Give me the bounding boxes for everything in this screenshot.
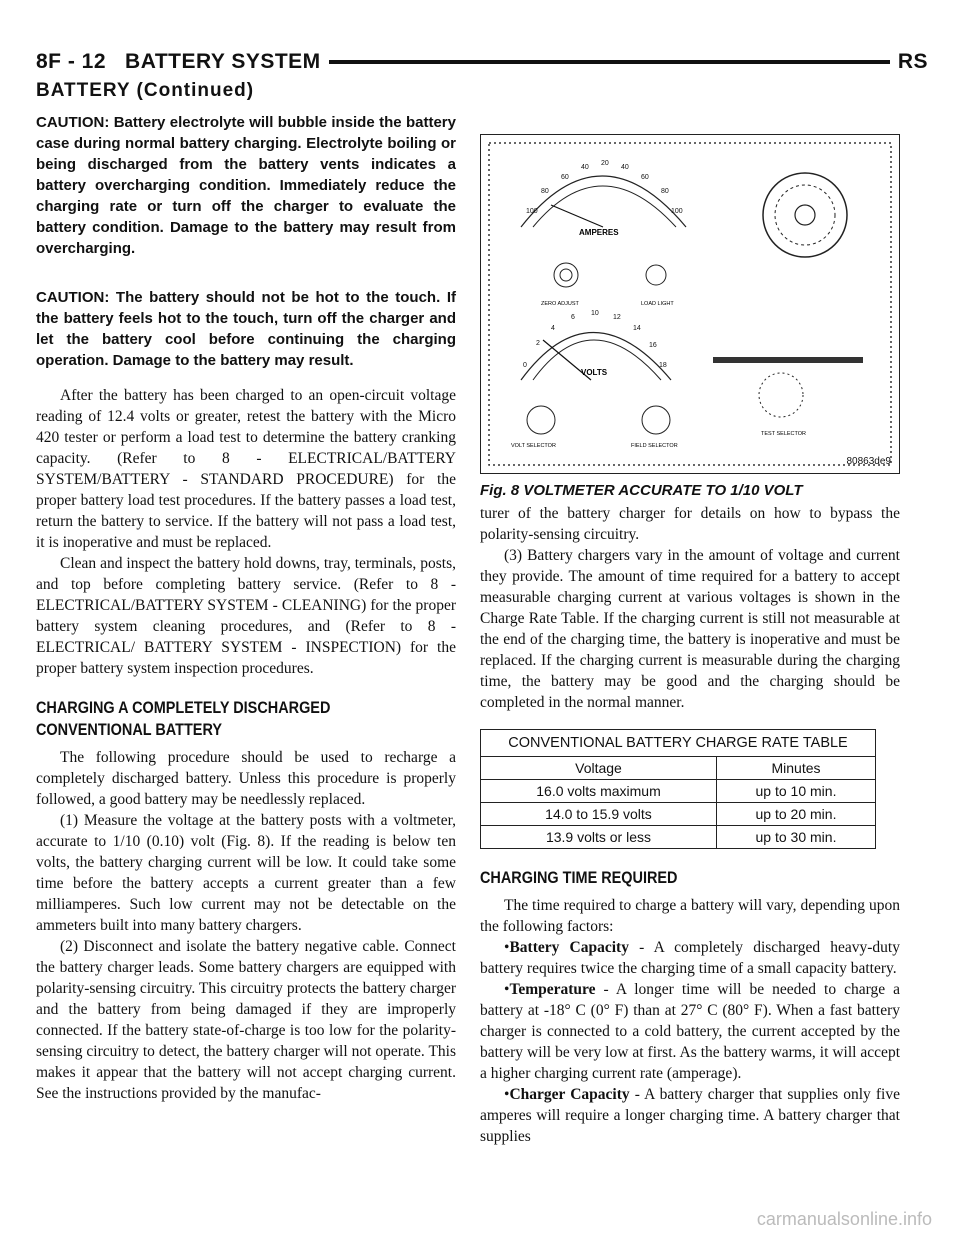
paragraph-procedure-intro: The following procedure should be used to recharge a completely discharged battery. Unless this procedure is properly followed, a good battery may be needlessly replaced.: [36, 749, 456, 808]
svg-text:60: 60: [641, 174, 649, 181]
heading-charging-time: CHARGING TIME REQUIRED: [480, 868, 678, 887]
svg-text:100: 100: [526, 208, 538, 215]
watermark: carmanualsonline.info: [756, 1209, 932, 1229]
section-continued-title: BATTERY (Continued): [36, 80, 255, 101]
volts-label: VOLTS: [581, 368, 608, 377]
svg-text:16: 16: [649, 342, 657, 349]
field-selector-label: FIELD SELECTOR: [631, 443, 678, 449]
volt-selector-label: VOLT SELECTOR: [511, 443, 556, 449]
svg-text:10: 10: [591, 310, 599, 317]
model-code: RS: [890, 50, 928, 74]
right-column: [480, 118, 900, 1147]
caution-hot-battery: CAUTION: The battery should not be hot to the touch. If the battery feels hot to the touch, turn off the charger and let the battery cool before continuing the charging operation. Damage to the battery may result.: [36, 289, 456, 369]
table-row: [481, 826, 876, 849]
zero-adjust-label: ZERO ADJUST: [541, 301, 579, 307]
test-selector-label: TEST SELECTOR: [761, 431, 807, 437]
figure-code: 80863de9: [846, 456, 891, 467]
svg-text:80: 80: [661, 188, 669, 195]
svg-text:4: 4: [551, 325, 555, 332]
page-reference: 8F - 12 BATTERY SYSTEM: [36, 50, 329, 74]
paragraph-clean-inspect: Clean and inspect the battery hold downs, tray, terminals, posts, and top before completing battery service. (Refer to 8 - ELECTRICAL/BATTERY SYSTEM - CLEANING) for the proper battery system cleaning procedures, and (Refer to 8 - ELECTRICAL/ BATTERY SYSTEM - INSPECTION) for the proper battery system inspection procedures.: [36, 555, 456, 677]
left-column: [36, 112, 456, 1104]
svg-text:0: 0: [523, 362, 527, 369]
voltmeter-illustration: [481, 135, 899, 473]
step-1-measure-voltage: (1) Measure the voltage at the battery posts with a voltmeter, accurate to 1/10 (0.10) volt (Fig. 8). If the reading is below ten volts, the battery charging current will be low. It could take some time before the battery accepts a current greater than a few milliamperes. Such low current may not be detectable on the ammeters built into many battery chargers.: [36, 812, 456, 934]
svg-text:60: 60: [561, 174, 569, 181]
table-row: [481, 803, 876, 826]
table-cell: up to 20 min.: [716, 803, 875, 826]
table-cell: 14.0 to 15.9 volts: [481, 803, 717, 826]
svg-text:40: 40: [621, 164, 629, 171]
bullet-battery-capacity: •Battery Capacity - A completely discharged heavy-duty battery requires twice the charging time of a small capacity battery.: [480, 939, 900, 977]
bullet-charger-capacity: •Charger Capacity - A battery charger that supplies only five amperes will require a longer charging time. A battery charger that supplies: [480, 1086, 900, 1145]
voltmeter-figure: [480, 134, 900, 474]
step-2-disconnect: (2) Disconnect and isolate the battery negative cable. Connect the battery charger leads. Some battery chargers are equipped with polarity-sensing circuitry. This circuitry protects the battery charger and the battery from being damaged if they are improperly connected. If the battery state-of-charge is too low for the polarity-sensing circuitry to detect, the battery charger will not operate. This makes it appear that the battery will not accept charging current. See the instructions provided by the manufac-: [36, 938, 456, 1102]
svg-text:20: 20: [601, 160, 609, 167]
table-cell: up to 30 min.: [716, 826, 875, 849]
table-cell: 13.9 volts or less: [481, 826, 717, 849]
paragraph-bypass: turer of the battery charger for details on how to bypass the polarity-sensing circuitry.: [480, 505, 900, 543]
heading-charging-discharged: CHARGING A COMPLETELY DISCHARGED CONVENTIONAL BATTERY: [36, 698, 331, 739]
table-row: [481, 780, 876, 803]
step-3-charger-vary: (3) Battery chargers vary in the amount of voltage and current they provide. The amount of time required for a battery to accept measurable charging current at various voltages is shown in the Charge Rate Table. If the charging current is still not measurable at the end of the charging time, the battery is inoperative and must be replaced. If the charging current is measurable during the charging time, the battery may be good and the charging should be completed in the normal manner.: [480, 547, 900, 711]
table-header-minutes: Minutes: [716, 757, 875, 780]
caution-overcharge: CAUTION: Battery electrolyte will bubble inside the battery case during normal battery charging. Electrolyte boiling or being discharged from the battery vents indicates a battery overcharging condition. Immediately reduce the charging rate or turn off the charger to evaluate the battery condition. Damage to the battery may result from overcharging.: [36, 114, 456, 257]
ammeter-label: AMPERES: [579, 228, 619, 237]
bullet-temperature: •Temperature - A longer time will be needed to charge a battery at -18° C (0° F) than at 27° C (80° F). When a fast battery charger is connected to a cold battery, the current accepted by the battery will be very low at first. As the battery warms, it will accept a higher charging current rate (amperage).: [480, 981, 900, 1082]
table-header-row: [481, 757, 876, 780]
svg-text:6: 6: [571, 314, 575, 321]
paragraph-retest: After the battery has been charged to an open-circuit voltage reading of 12.4 volts or greater, retest the battery with the Micro 420 tester or perform a load test to determine the battery cranking capacity. (Refer to 8 - ELECTRICAL/BATTERY SYSTEM/BATTERY - STANDARD PROCEDURE) for the proper battery load test procedures. If the battery passes a load test, return the battery to service. If the battery will not pass a load test, it is inoperative and must be replaced.: [36, 387, 456, 551]
table-header-voltage: Voltage: [481, 757, 717, 780]
svg-text:40: 40: [581, 164, 589, 171]
figure-caption: Fig. 8 VOLTMETER ACCURATE TO 1/10 VOLT: [480, 482, 803, 499]
svg-text:80: 80: [541, 188, 549, 195]
paragraph-factors: The time required to charge a battery will vary, depending upon the following factors:: [480, 897, 900, 935]
svg-text:12: 12: [613, 314, 621, 321]
svg-text:2: 2: [536, 340, 540, 347]
table-cell: 16.0 volts maximum: [481, 780, 717, 803]
page-header: [36, 36, 928, 72]
svg-text:100: 100: [671, 208, 683, 215]
charge-rate-table: [480, 729, 876, 849]
table-title: CONVENTIONAL BATTERY CHARGE RATE TABLE: [480, 729, 876, 756]
svg-text:18: 18: [659, 362, 667, 369]
table-cell: up to 10 min.: [716, 780, 875, 803]
svg-text:14: 14: [633, 325, 641, 332]
load-light-label: LOAD LIGHT: [641, 301, 674, 307]
